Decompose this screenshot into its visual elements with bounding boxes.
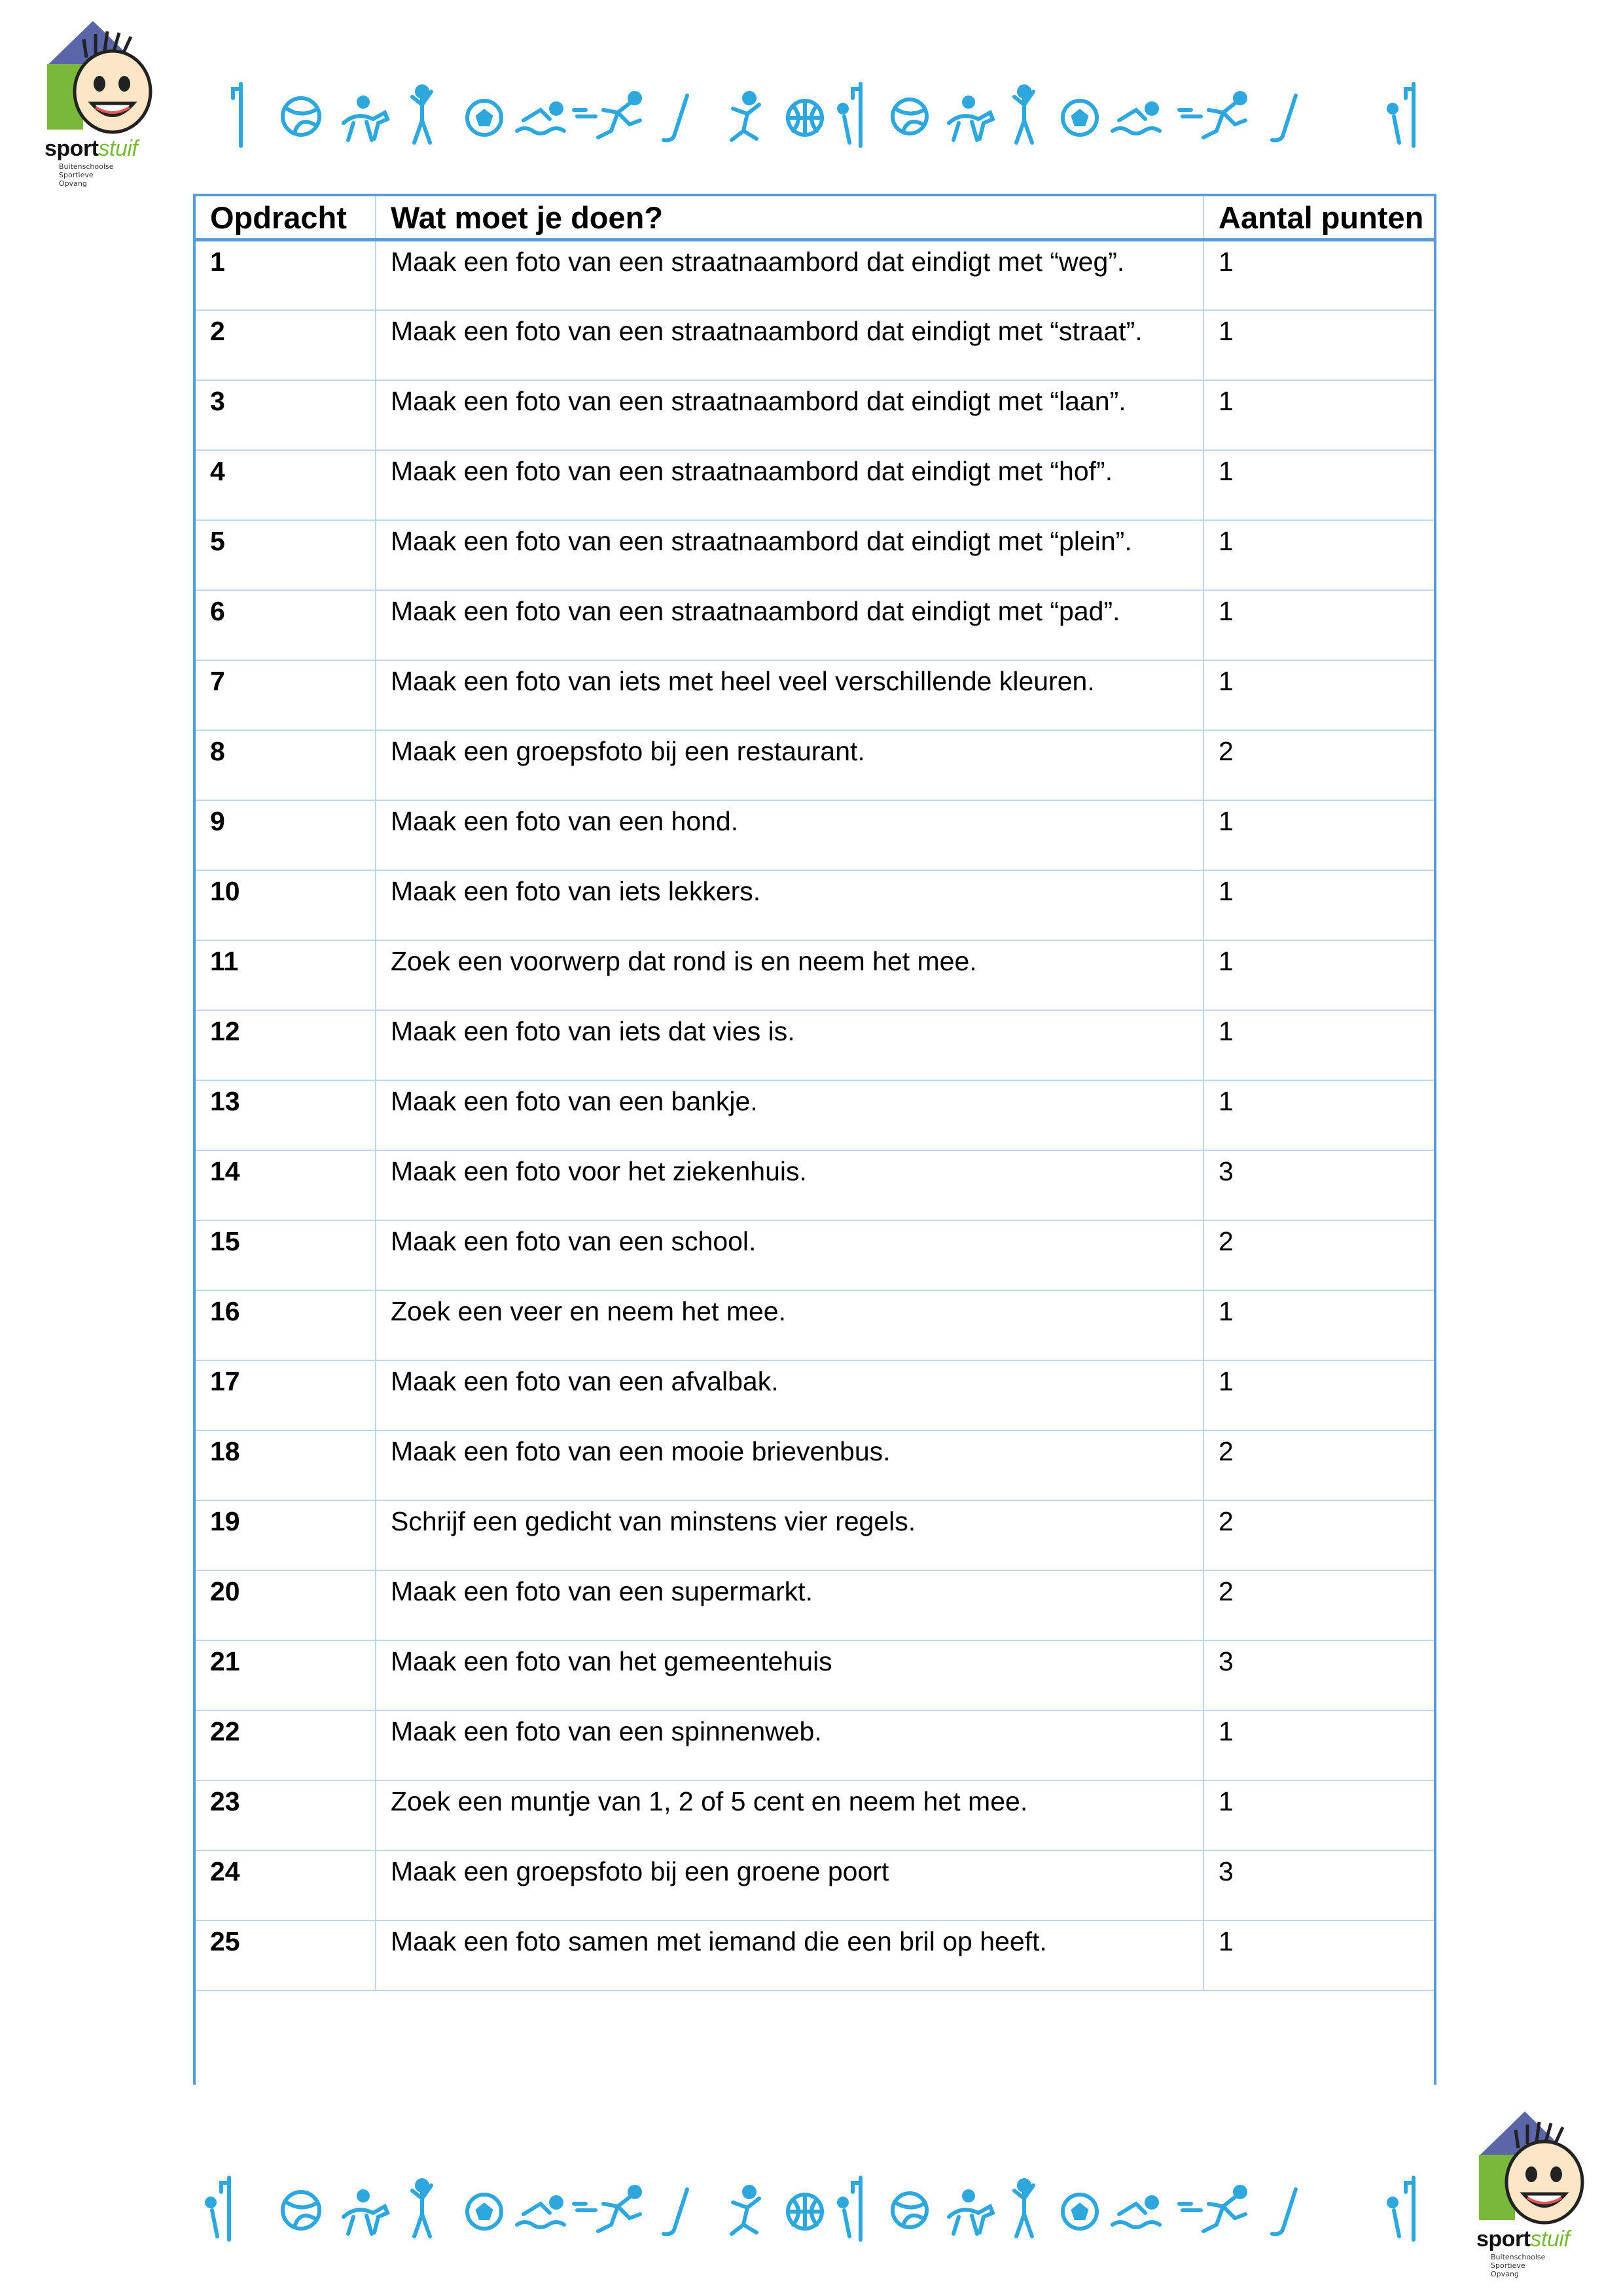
row-points: 1 [1203, 800, 1434, 870]
sprinter-icon [1179, 2187, 1245, 2231]
row-points: 1 [1203, 940, 1434, 1010]
table-row [196, 1640, 1434, 1710]
row-task: Zoek een muntje van 1, 2 of 5 cent en neem het mee. [376, 1780, 1203, 1850]
row-number: 5 [196, 520, 376, 590]
row-number: 16 [196, 1290, 376, 1360]
volleyball-icon [283, 98, 319, 135]
table-header-row [196, 196, 1434, 240]
row-task: Maak een foto van een straatnaambord dat eindigt met “plein”. [376, 520, 1203, 590]
horse-rider-icon [949, 97, 993, 140]
row-task: Maak een foto van een supermarkt. [376, 1570, 1203, 1640]
row-points: 1 [1203, 1290, 1434, 1360]
row-points: 1 [1203, 310, 1434, 380]
hockey-stick-icon [664, 2189, 687, 2234]
row-number: 14 [196, 1150, 376, 1220]
row-task: Maak een foto van iets dat vies is. [376, 1010, 1203, 1080]
row-points: 1 [1203, 1780, 1434, 1850]
basketball-hoop-icon [1389, 2178, 1414, 2240]
logo-subtitle: Buitenschoolse Sportieve Opvang [1491, 2253, 1546, 2278]
table-row [196, 800, 1434, 870]
volleyball-icon [893, 2193, 927, 2227]
sports-icon-strip-top [229, 77, 1427, 149]
row-number: 25 [196, 1920, 376, 1990]
row-number: 1 [196, 240, 376, 310]
row-task: Maak een foto van een straatnaambord dat eindigt met “pad”. [376, 590, 1203, 660]
basketball-hoop-icon [839, 84, 861, 146]
row-task: Maak een foto van iets met heel veel verschillende kleuren. [376, 660, 1203, 730]
row-points: 1 [1203, 1010, 1434, 1080]
row-number: 23 [196, 1780, 376, 1850]
row-task: Maak een foto van het gemeentehuis [376, 1640, 1203, 1710]
table-row [196, 1220, 1434, 1290]
header-task: Wat moet je doen? [376, 196, 1203, 240]
row-points: 2 [1203, 1500, 1434, 1570]
table-row [196, 310, 1434, 380]
row-task: Maak een groepsfoto bij een restaurant. [376, 730, 1203, 800]
row-number: 4 [196, 450, 376, 520]
logo-wordmark: sportstuif [1476, 2227, 1570, 2252]
row-points: 1 [1203, 450, 1434, 520]
table-row [196, 730, 1434, 800]
volleyball-player-icon [1014, 86, 1033, 143]
row-number: 3 [196, 380, 376, 450]
row-task: Maak een foto van iets lekkers. [376, 870, 1203, 940]
table-row [196, 1920, 1434, 1990]
row-number: 24 [196, 1850, 376, 1920]
table-row [196, 1360, 1434, 1430]
basketball-icon [788, 101, 822, 135]
sportstuif-logo-bottom [1472, 2110, 1603, 2280]
table-row [196, 380, 1434, 450]
row-task: Maak een foto van een straatnaambord dat eindigt met “straat”. [376, 310, 1203, 380]
volleyball-icon [893, 99, 927, 133]
basketball-hoop-icon [1389, 84, 1414, 146]
row-points: 3 [1203, 1150, 1434, 1220]
row-points: 1 [1203, 1710, 1434, 1780]
assignments-table [193, 194, 1436, 2085]
row-points: 1 [1203, 1360, 1434, 1430]
row-number: 18 [196, 1430, 376, 1500]
row-points: 1 [1203, 520, 1434, 590]
row-points: 1 [1203, 380, 1434, 450]
volleyball-player-icon [412, 2180, 431, 2236]
house-face-icon [41, 20, 171, 137]
row-task: Maak een foto van een bankje. [376, 1080, 1203, 1150]
row-number: 22 [196, 1710, 376, 1780]
table-row [196, 1710, 1434, 1780]
sprinter-icon [574, 2187, 640, 2231]
row-points: 1 [1203, 590, 1434, 660]
table-row [196, 1080, 1434, 1150]
horse-rider-icon [344, 2191, 387, 2234]
row-number: 2 [196, 310, 376, 380]
table-row [196, 1780, 1434, 1850]
row-points: 2 [1203, 1570, 1434, 1640]
soccer-ball-icon [467, 101, 501, 135]
row-task: Schrijf een gedicht van minstens vier regels. [376, 1500, 1203, 1570]
hockey-stick-icon [664, 96, 687, 140]
soccer-ball-icon [1063, 101, 1097, 135]
basketball-hoop-icon [839, 2178, 861, 2240]
row-number: 10 [196, 870, 376, 940]
header-opdracht: Opdracht [196, 196, 376, 240]
row-task: Zoek een veer en neem het mee. [376, 1290, 1203, 1360]
row-task: Maak een foto van een mooie brievenbus. [376, 1430, 1203, 1500]
row-number: 9 [196, 800, 376, 870]
row-task: Maak een foto van een afvalbak. [376, 1360, 1203, 1430]
row-points: 1 [1203, 1080, 1434, 1150]
row-number: 11 [196, 940, 376, 1010]
swimmer-icon [517, 2197, 564, 2227]
soccer-ball-icon [467, 2195, 501, 2229]
table-row [196, 1430, 1434, 1500]
table-row [196, 1850, 1434, 1920]
row-task: Maak een foto van een school. [376, 1220, 1203, 1290]
row-task: Maak een foto van een straatnaambord dat eindigt met “laan”. [376, 380, 1203, 450]
row-number: 19 [196, 1500, 376, 1570]
row-number: 6 [196, 590, 376, 660]
horse-rider-icon [344, 97, 387, 140]
row-points: 3 [1203, 1640, 1434, 1710]
row-task: Maak een foto voor het ziekenhuis. [376, 1150, 1203, 1220]
header-points: Aantal punten [1203, 196, 1434, 240]
row-points: 3 [1203, 1850, 1434, 1920]
row-points: 1 [1203, 1920, 1434, 1990]
row-number: 21 [196, 1640, 376, 1710]
row-points: 2 [1203, 1430, 1434, 1500]
table-row [196, 450, 1434, 520]
row-points: 1 [1203, 870, 1434, 940]
swimmer-icon [1113, 103, 1160, 133]
sportstuif-logo [41, 20, 171, 190]
row-task: Maak een groepsfoto bij een groene poort [376, 1850, 1203, 1920]
table-row [196, 1570, 1434, 1640]
table-row [196, 660, 1434, 730]
logo-subtitle: Buitenschoolse Sportieve Opvang [59, 162, 114, 188]
handball-player-icon [732, 2187, 759, 2234]
row-task: Maak een foto van een hond. [376, 800, 1203, 870]
table-row [196, 240, 1434, 310]
soccer-ball-icon [1063, 2195, 1097, 2229]
basketball-icon [788, 2195, 822, 2229]
row-task: Zoek een voorwerp dat rond is en neem het mee. [376, 940, 1203, 1010]
house-face-icon [1472, 2110, 1603, 2228]
row-number: 8 [196, 730, 376, 800]
logo-wordmark: sportstuif [45, 136, 138, 161]
row-number: 12 [196, 1010, 376, 1080]
table-row [196, 940, 1434, 1010]
table-row [196, 590, 1434, 660]
table-row [196, 1010, 1434, 1080]
table-row [196, 870, 1434, 940]
row-points: 1 [1203, 660, 1434, 730]
row-task: Maak een foto van een spinnenweb. [376, 1710, 1203, 1780]
table-row [196, 1290, 1434, 1360]
basketball-hoop-icon [207, 2178, 229, 2240]
volleyball-icon [283, 2192, 319, 2229]
row-points: 1 [1203, 240, 1434, 310]
hockey-stick-icon [1272, 2189, 1296, 2234]
table-row [196, 1500, 1434, 1570]
sports-icon-strip-bottom [203, 2171, 1427, 2243]
volleyball-player-icon [412, 86, 431, 143]
row-task: Maak een foto samen met iemand die een bril op heeft. [376, 1920, 1203, 1990]
row-number: 7 [196, 660, 376, 730]
row-number: 20 [196, 1570, 376, 1640]
basketball-hoop-icon [233, 84, 241, 146]
row-points: 2 [1203, 730, 1434, 800]
row-task: Maak een foto van een straatnaambord dat eindigt met “hof”. [376, 450, 1203, 520]
sprinter-icon [1179, 93, 1245, 137]
handball-player-icon [732, 93, 759, 140]
sprinter-icon [574, 93, 640, 137]
swimmer-icon [1113, 2197, 1160, 2227]
row-number: 13 [196, 1080, 376, 1150]
swimmer-icon [517, 103, 564, 133]
row-number: 17 [196, 1360, 376, 1430]
hockey-stick-icon [1272, 96, 1296, 140]
volleyball-player-icon [1014, 2180, 1033, 2236]
table-row [196, 520, 1434, 590]
table-row [196, 1150, 1434, 1220]
row-points: 2 [1203, 1220, 1434, 1290]
row-task: Maak een foto van een straatnaambord dat eindigt met “weg”. [376, 240, 1203, 310]
horse-rider-icon [949, 2191, 993, 2234]
row-number: 15 [196, 1220, 376, 1290]
